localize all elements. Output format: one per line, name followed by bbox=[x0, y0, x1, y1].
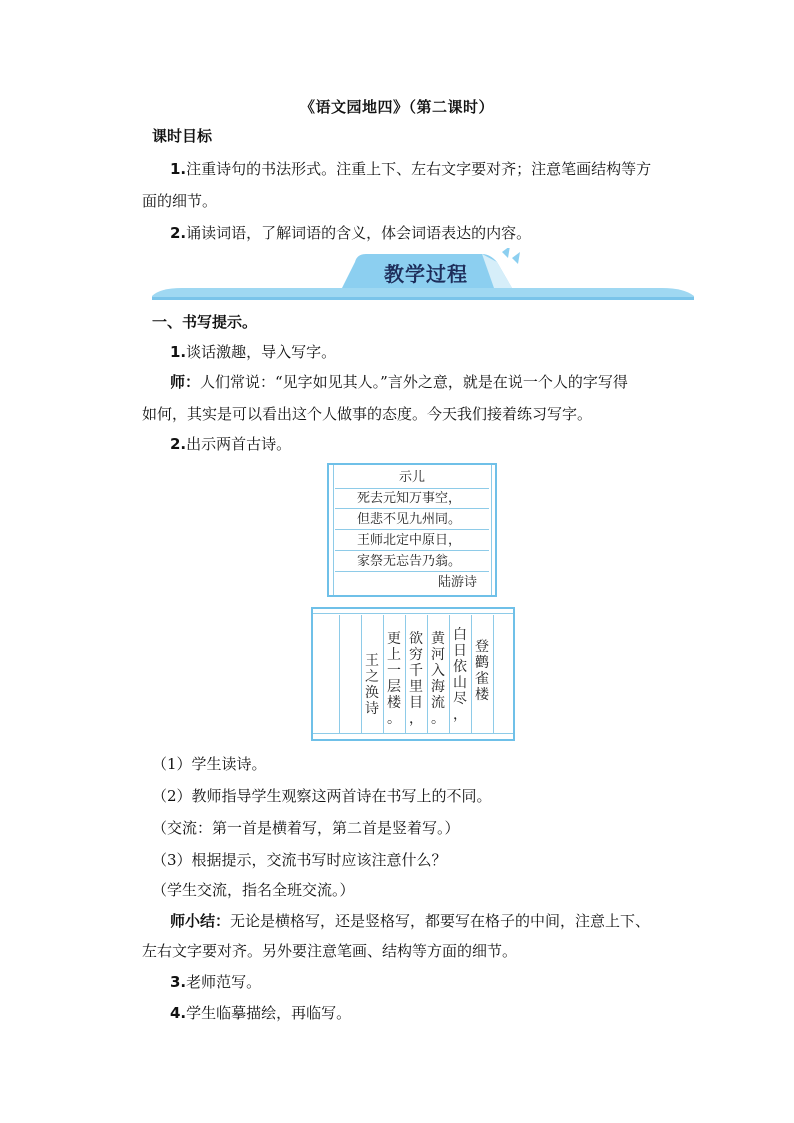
poem-char: 目 bbox=[409, 695, 423, 711]
poem-1-author: 陆游诗 bbox=[437, 575, 477, 590]
poem-char: 上 bbox=[387, 647, 401, 663]
poem-char: 尽 bbox=[453, 691, 467, 707]
poem-2-column bbox=[405, 615, 428, 733]
poem-char: 之 bbox=[365, 669, 379, 685]
poem-char: 涣 bbox=[365, 685, 379, 701]
objective-1-text: 注重诗句的书法形式。注重上下、左右文字要对齐；注意笔画结构等方 bbox=[186, 160, 652, 178]
poem-char: 楼 bbox=[475, 687, 489, 703]
poem-char: 千 bbox=[409, 663, 423, 679]
poem-char: 山 bbox=[453, 675, 467, 691]
poem-char: 河 bbox=[431, 647, 445, 663]
poem-char: 登 bbox=[475, 639, 489, 655]
poem-horizontal-grid bbox=[327, 463, 497, 597]
sub-step-1: （1）学生读诗。 bbox=[152, 755, 267, 773]
poem-1-line: 家祭无忘告乃翁。 bbox=[335, 551, 489, 572]
poem-char: 雀 bbox=[475, 671, 489, 687]
teacher-label: 师： bbox=[170, 373, 201, 391]
objectives-heading: 课时目标 bbox=[152, 127, 213, 145]
objective-1 bbox=[152, 159, 652, 179]
step-4 bbox=[152, 1003, 652, 1023]
summary-label: 师小结： bbox=[170, 912, 231, 930]
poem-char: 海 bbox=[431, 679, 445, 695]
teacher-paragraph bbox=[152, 372, 652, 392]
poem-1-line: 死去元知万事空， bbox=[335, 488, 489, 509]
objective-2 bbox=[152, 223, 652, 243]
grid-line bbox=[313, 613, 513, 614]
step-1-num: 1. bbox=[170, 343, 187, 361]
poem-char: 。 bbox=[387, 711, 401, 727]
step-1-text: 谈话激趣，导入写字。 bbox=[186, 343, 337, 361]
poem-2-column bbox=[339, 615, 362, 733]
poem-2-line bbox=[405, 631, 427, 727]
sub-step-3-note: （学生交流，指名全班交流。） bbox=[152, 881, 355, 899]
poem-2-column bbox=[449, 615, 472, 733]
poem-char: 里 bbox=[409, 679, 423, 695]
poem-1-title: 示儿 bbox=[335, 467, 489, 489]
poem-char: 白 bbox=[453, 627, 467, 643]
poem-char: 一 bbox=[387, 663, 401, 679]
poem-char: 鹳 bbox=[475, 655, 489, 671]
objective-1-num: 1. bbox=[170, 160, 187, 178]
summary-text: 无论是横格写，还是竖格写，都要写在格子的中间，注意上下、 bbox=[230, 912, 651, 930]
step-3-num: 3. bbox=[170, 973, 187, 991]
grid-line bbox=[333, 465, 334, 595]
objective-2-num: 2. bbox=[170, 224, 187, 242]
poem-2-column bbox=[317, 615, 340, 733]
summary-paragraph-cont: 左右文字要对齐。另外要注意笔画、结构等方面的细节。 bbox=[142, 942, 518, 960]
summary-paragraph bbox=[152, 911, 652, 931]
poem-char: 依 bbox=[453, 659, 467, 675]
step-2-text: 出示两首古诗。 bbox=[186, 435, 292, 453]
banner-label: 教学过程 bbox=[384, 262, 468, 286]
sub-step-3: （3）根据提示，交流书写时应该注意什么？ bbox=[152, 851, 447, 869]
step-1 bbox=[152, 342, 652, 362]
poem-char: 入 bbox=[431, 663, 445, 679]
poem-char: 黄 bbox=[431, 631, 445, 647]
poem-vertical-grid bbox=[311, 607, 515, 741]
poem-2-line bbox=[449, 627, 471, 723]
poem-2-line bbox=[383, 631, 405, 727]
teacher-paragraph-cont: 如何，其实是可以看出这个人做事的态度。今天我们接着练习写字。 bbox=[142, 405, 593, 423]
poem-2-author bbox=[361, 653, 383, 717]
page-title: 《语文园地四》（第二课时） bbox=[299, 98, 494, 116]
sub-step-2-note: （交流：第一首是横着写，第二首是竖着写。） bbox=[152, 819, 460, 837]
poem-char: 更 bbox=[387, 631, 401, 647]
step-4-num: 4. bbox=[170, 1004, 187, 1022]
poem-2-line bbox=[427, 631, 449, 727]
step-3 bbox=[152, 972, 652, 992]
poem-char: 层 bbox=[387, 679, 401, 695]
sub-step-2: （2）教师指导学生观察这两首诗在书写上的不同。 bbox=[152, 787, 492, 805]
poem-2-column bbox=[493, 615, 515, 733]
teacher-text: 人们常说：“见字如见其人。”言外之意，就是在说一个人的字写得 bbox=[200, 373, 628, 391]
poem-char: 诗 bbox=[365, 701, 379, 717]
objective-2-text: 诵读词语，了解词语的含义，体会词语表达的内容。 bbox=[186, 224, 532, 242]
poem-2-column bbox=[361, 615, 384, 733]
poem-2-title bbox=[471, 639, 493, 703]
step-2-num: 2. bbox=[170, 435, 187, 453]
poem-char: ， bbox=[453, 707, 467, 723]
poem-char: 日 bbox=[453, 643, 467, 659]
poem-2-column bbox=[471, 615, 494, 733]
poem-char: 欲 bbox=[409, 631, 423, 647]
poem-char: ， bbox=[409, 711, 423, 727]
poem-char: 穷 bbox=[409, 647, 423, 663]
step-3-text: 老师范写。 bbox=[186, 973, 262, 991]
poem-char: 王 bbox=[365, 653, 379, 669]
poem-2-column bbox=[427, 615, 450, 733]
step-4-text: 学生临摹描绘，再临写。 bbox=[186, 1004, 352, 1022]
poem-2-column bbox=[383, 615, 406, 733]
grid-line bbox=[491, 465, 492, 595]
poem-char: 。 bbox=[431, 711, 445, 727]
step-2 bbox=[152, 434, 652, 454]
grid-line bbox=[313, 733, 513, 734]
poem-1-line: 王师北定中原日， bbox=[335, 530, 489, 551]
objective-1-cont: 面的细节。 bbox=[142, 192, 218, 210]
poem-1-line: 但悲不见九州同。 bbox=[335, 509, 489, 530]
poem-char: 楼 bbox=[387, 695, 401, 711]
poem-char: 流 bbox=[431, 695, 445, 711]
section-1-heading: 一、书写提示。 bbox=[152, 313, 258, 331]
